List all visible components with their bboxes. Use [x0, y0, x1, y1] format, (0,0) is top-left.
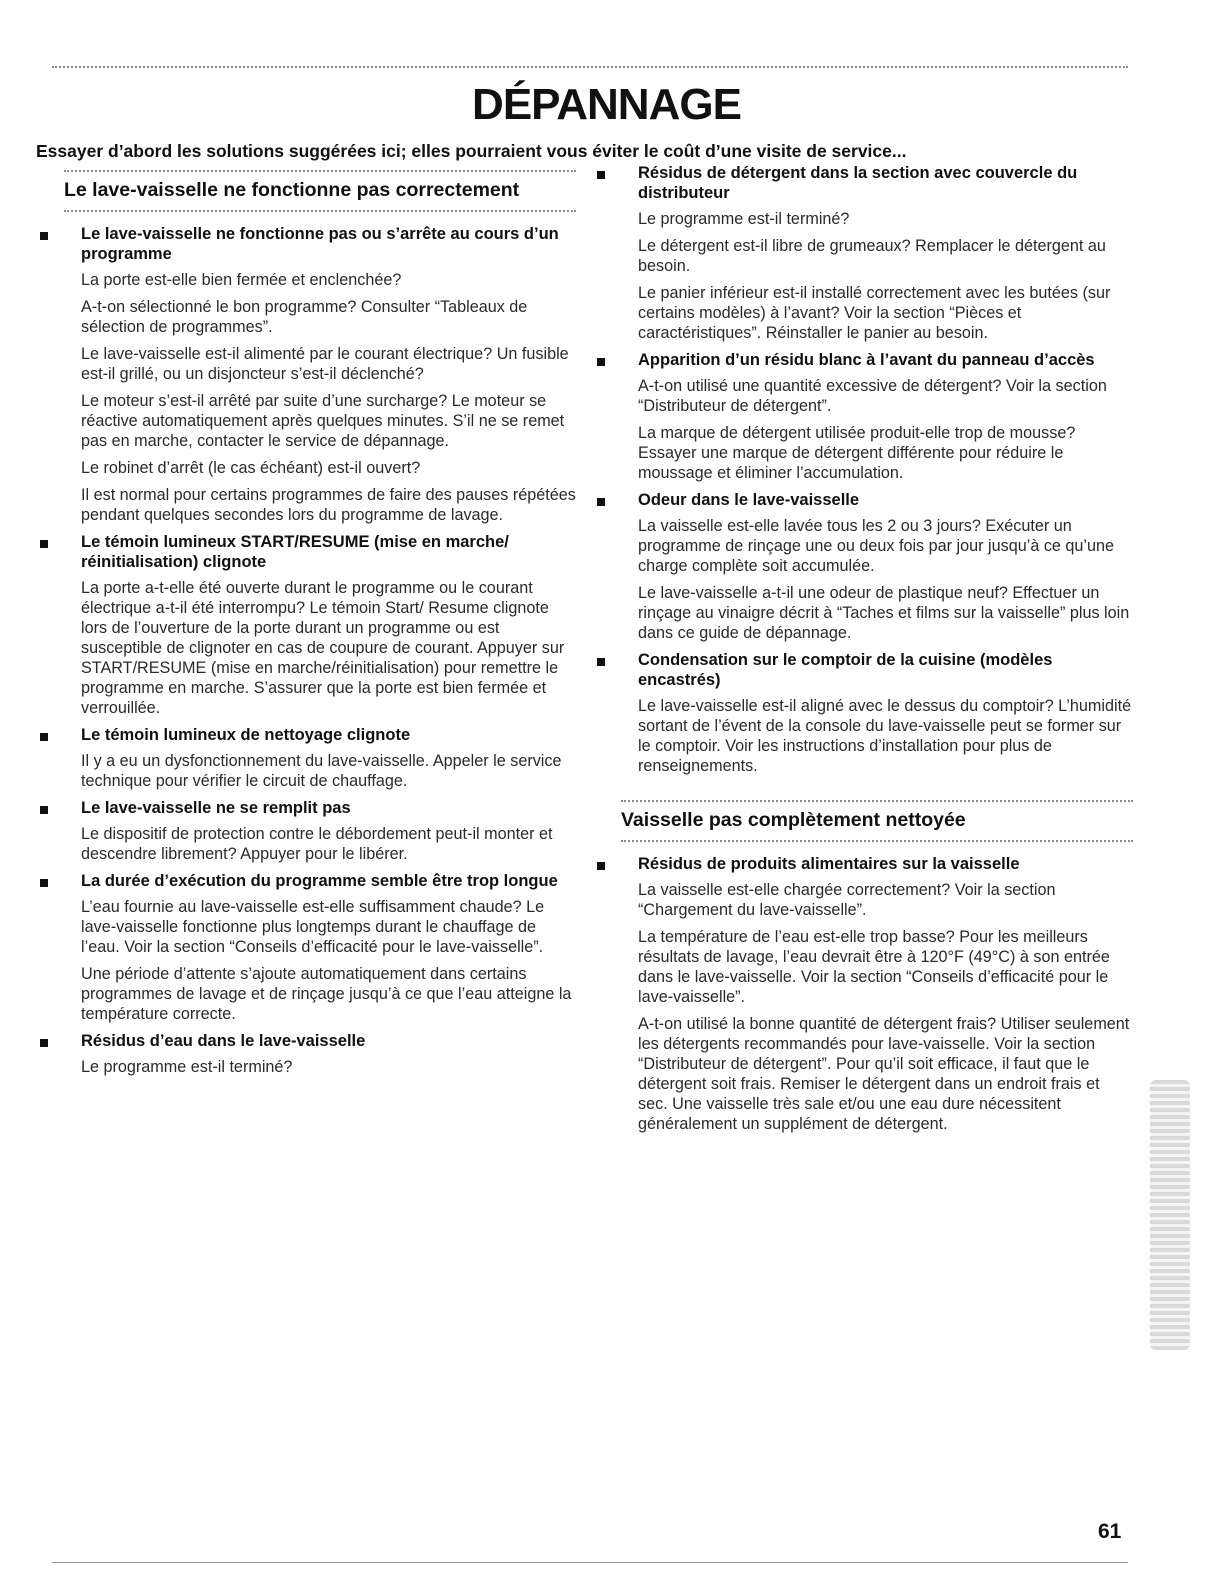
right-column — [593, 163, 1133, 1141]
square-bullet-icon — [40, 540, 48, 548]
item-paragraph: Le lave-vaisselle a-t-il une odeur de plastique neuf? Effectuer un rinçage au vinaigre décrit à “Taches et films sur la vaisselle” plus loin dans ce guide de dépannage. — [638, 584, 1130, 642]
right-items-bottom — [593, 854, 1133, 1134]
right-items-top — [593, 163, 1133, 776]
item-paragraph: Le détergent est-il libre de grumeaux? Remplacer le détergent au besoin. — [638, 237, 1106, 275]
section-rule-bottom — [621, 840, 1133, 842]
section-rule-bottom — [64, 210, 576, 212]
square-bullet-icon — [597, 358, 605, 366]
item-paragraph: La température de l’eau est-elle trop basse? Pour les meilleurs résultats de lavage, l’eau devrait être à 120°F (49°C) à son entrée dans le lave-vaisselle. Voir la section “Conseils d’efficacité pour le lave-vaisselle”. — [638, 928, 1110, 1006]
item-paragraph: Le programme est-il terminé? — [638, 210, 850, 228]
item-paragraph: La porte a-t-elle été ouverte durant le programme ou le courant électrique a-t-il été interrompu? Le témoin Start/ Resume clignote lors de l’ouverture de la porte durant un programme ou est susceptible de clignoter en cas de coupure de courant. Appuyer sur START/RESUME (mise en marche/réinitialisation) pour remettre le programme en marche. S’assurer que la porte est bien fermée et verrouillée. — [81, 579, 565, 717]
troubleshoot-item — [36, 871, 576, 1024]
item-paragraph: L’eau fournie au lave-vaisselle est-elle suffisamment chaude? Le lave-vaisselle fonctionne plus longtemps durant le chauffage de l’eau. Voir la section “Conseils d’efficacité pour le lave-vaisselle”. — [81, 898, 545, 956]
item-paragraph: La vaisselle est-elle lavée tous les 2 ou 3 jours? Exécuter un programme de rinçage une ou deux fois par jour jusqu’à ce qu’une charge complète soit accumulée. — [638, 517, 1115, 575]
square-bullet-icon — [597, 862, 605, 870]
item-heading: Condensation sur le comptoir de la cuisine (modèles encastrés) — [638, 651, 1053, 689]
square-bullet-icon — [40, 733, 48, 741]
item-heading: Résidus d’eau dans le lave-vaisselle — [81, 1032, 366, 1050]
item-paragraph: Le lave-vaisselle est-il aligné avec le dessus du comptoir? L’humidité sortant de l’évent de la console du lave-vaisselle peut se former sur le comptoir. Voir les instructions d’installation pour plus de renseignements. — [638, 697, 1132, 775]
square-bullet-icon — [597, 171, 605, 179]
item-paragraph: Le moteur s’est-il arrêté par suite d’une surcharge? Le moteur se réactive automatiquement après quelques minutes. S’il ne se remet pas en marche, contacter le service de dépannage. — [81, 392, 565, 450]
troubleshoot-item — [593, 350, 1133, 483]
item-paragraph: La vaisselle est-elle chargée correctement? Voir la section “Chargement du lave-vaisselle”. — [638, 881, 1056, 919]
item-paragraph: Le lave-vaisselle est-il alimenté par le courant électrique? Un fusible est-il grillé, ou un disjoncteur s’est-il déclenché? — [81, 345, 569, 383]
item-paragraph: Une période d’attente s’ajoute automatiquement dans certains programmes de lavage et de rinçage jusqu’à ce que l’eau atteigne la température correcte. — [81, 965, 572, 1023]
troubleshoot-item — [36, 798, 576, 864]
troubleshoot-item — [593, 490, 1133, 643]
troubleshoot-item — [36, 532, 576, 718]
square-bullet-icon — [40, 1039, 48, 1047]
item-heading: Odeur dans le lave-vaisselle — [638, 491, 860, 509]
top-divider — [52, 66, 1128, 68]
item-heading: Résidus de produits alimentaires sur la vaisselle — [638, 855, 1020, 873]
left-column — [36, 168, 576, 1084]
square-bullet-icon — [597, 658, 605, 666]
square-bullet-icon — [40, 879, 48, 887]
section-rule-top — [621, 800, 1133, 802]
section-title: Vaisselle pas complètement nettoyée — [621, 809, 966, 831]
section-title: Le lave-vaisselle ne fonctionne pas correctement — [64, 179, 520, 201]
item-paragraph: A-t-on utilisé une quantité excessive de détergent? Voir la section “Distributeur de détergent”. — [638, 377, 1107, 415]
item-heading: Le témoin lumineux de nettoyage clignote — [81, 726, 411, 744]
item-paragraph: Il est normal pour certains programmes de faire des pauses répétées pendant quelques secondes lors du programme de lavage. — [81, 486, 576, 524]
item-paragraph: A-t-on utilisé la bonne quantité de détergent frais? Utiliser seulement les détergents recommandés pour lave-vaisselle. Voir la section “Distributeur de détergent”. Pour qu’il soit efficace, il faut que le détergent soit frais. Remiser le détergent dans un endroit frais et sec. Une vaisselle très sale et/ou une eau dure nécessitent généralement un supplément de détergent. — [638, 1015, 1130, 1133]
page-number: 61 — [1098, 1520, 1122, 1543]
bottom-divider — [52, 1562, 1128, 1563]
square-bullet-icon — [597, 498, 605, 506]
square-bullet-icon — [40, 232, 48, 240]
troubleshoot-item — [36, 224, 576, 525]
item-paragraph: Le robinet d’arrêt (le cas échéant) est-il ouvert? — [81, 459, 421, 477]
item-heading: Le lave-vaisselle ne fonctionne pas ou s’arrête au cours d’un programme — [81, 225, 559, 263]
item-paragraph: Le dispositif de protection contre le débordement peut-il monter et descendre librement? Appuyer pour le libérer. — [81, 825, 553, 863]
section-rule-top — [64, 170, 576, 172]
troubleshoot-item — [593, 650, 1133, 776]
item-paragraph: La marque de détergent utilisée produit-elle trop de mousse? Essayer une marque de détergent différente pour réduire le moussage et éliminer l’accumulation. — [638, 424, 1076, 482]
page-title: DÉPANNAGE — [472, 80, 741, 129]
item-paragraph: La porte est-elle bien fermée et enclenchée? — [81, 271, 402, 289]
square-bullet-icon — [40, 806, 48, 814]
item-paragraph: Le programme est-il terminé? — [81, 1058, 293, 1076]
troubleshoot-item — [36, 1031, 576, 1077]
section-header-not-working — [36, 168, 576, 212]
item-paragraph: Le panier inférieur est-il installé correctement avec les butées (sur certains modèles) à l’avant? Voir la section “Pièces et caractéristiques”. Réinstaller le panier au besoin. — [638, 284, 1111, 342]
item-paragraph: Il y a eu un dysfonctionnement du lave-vaisselle. Appeler le service technique pour vérifier le circuit de chauffage. — [81, 752, 562, 790]
left-items — [36, 224, 576, 1077]
item-heading: Le témoin lumineux START/RESUME (mise en marche/ réinitialisation) clignote — [81, 533, 509, 571]
item-paragraph: A-t-on sélectionné le bon programme? Consulter “Tableaux de sélection de programmes”. — [81, 298, 528, 336]
side-stamp-graphic — [1150, 1080, 1190, 1350]
item-heading: Apparition d’un résidu blanc à l’avant du panneau d’accès — [638, 351, 1095, 369]
intro-text: Essayer d’abord les solutions suggérées ici; elles pourraient vous éviter le coût d’une visite de service... — [36, 141, 907, 161]
item-heading: La durée d’exécution du programme semble être trop longue — [81, 872, 558, 890]
item-heading: Résidus de détergent dans la section avec couvercle du distributeur — [638, 164, 1078, 202]
troubleshoot-item — [36, 725, 576, 791]
troubleshoot-item — [593, 163, 1133, 343]
troubleshoot-item — [593, 854, 1133, 1134]
section-header-not-clean — [593, 798, 1133, 842]
item-heading: Le lave-vaisselle ne se remplit pas — [81, 799, 351, 817]
